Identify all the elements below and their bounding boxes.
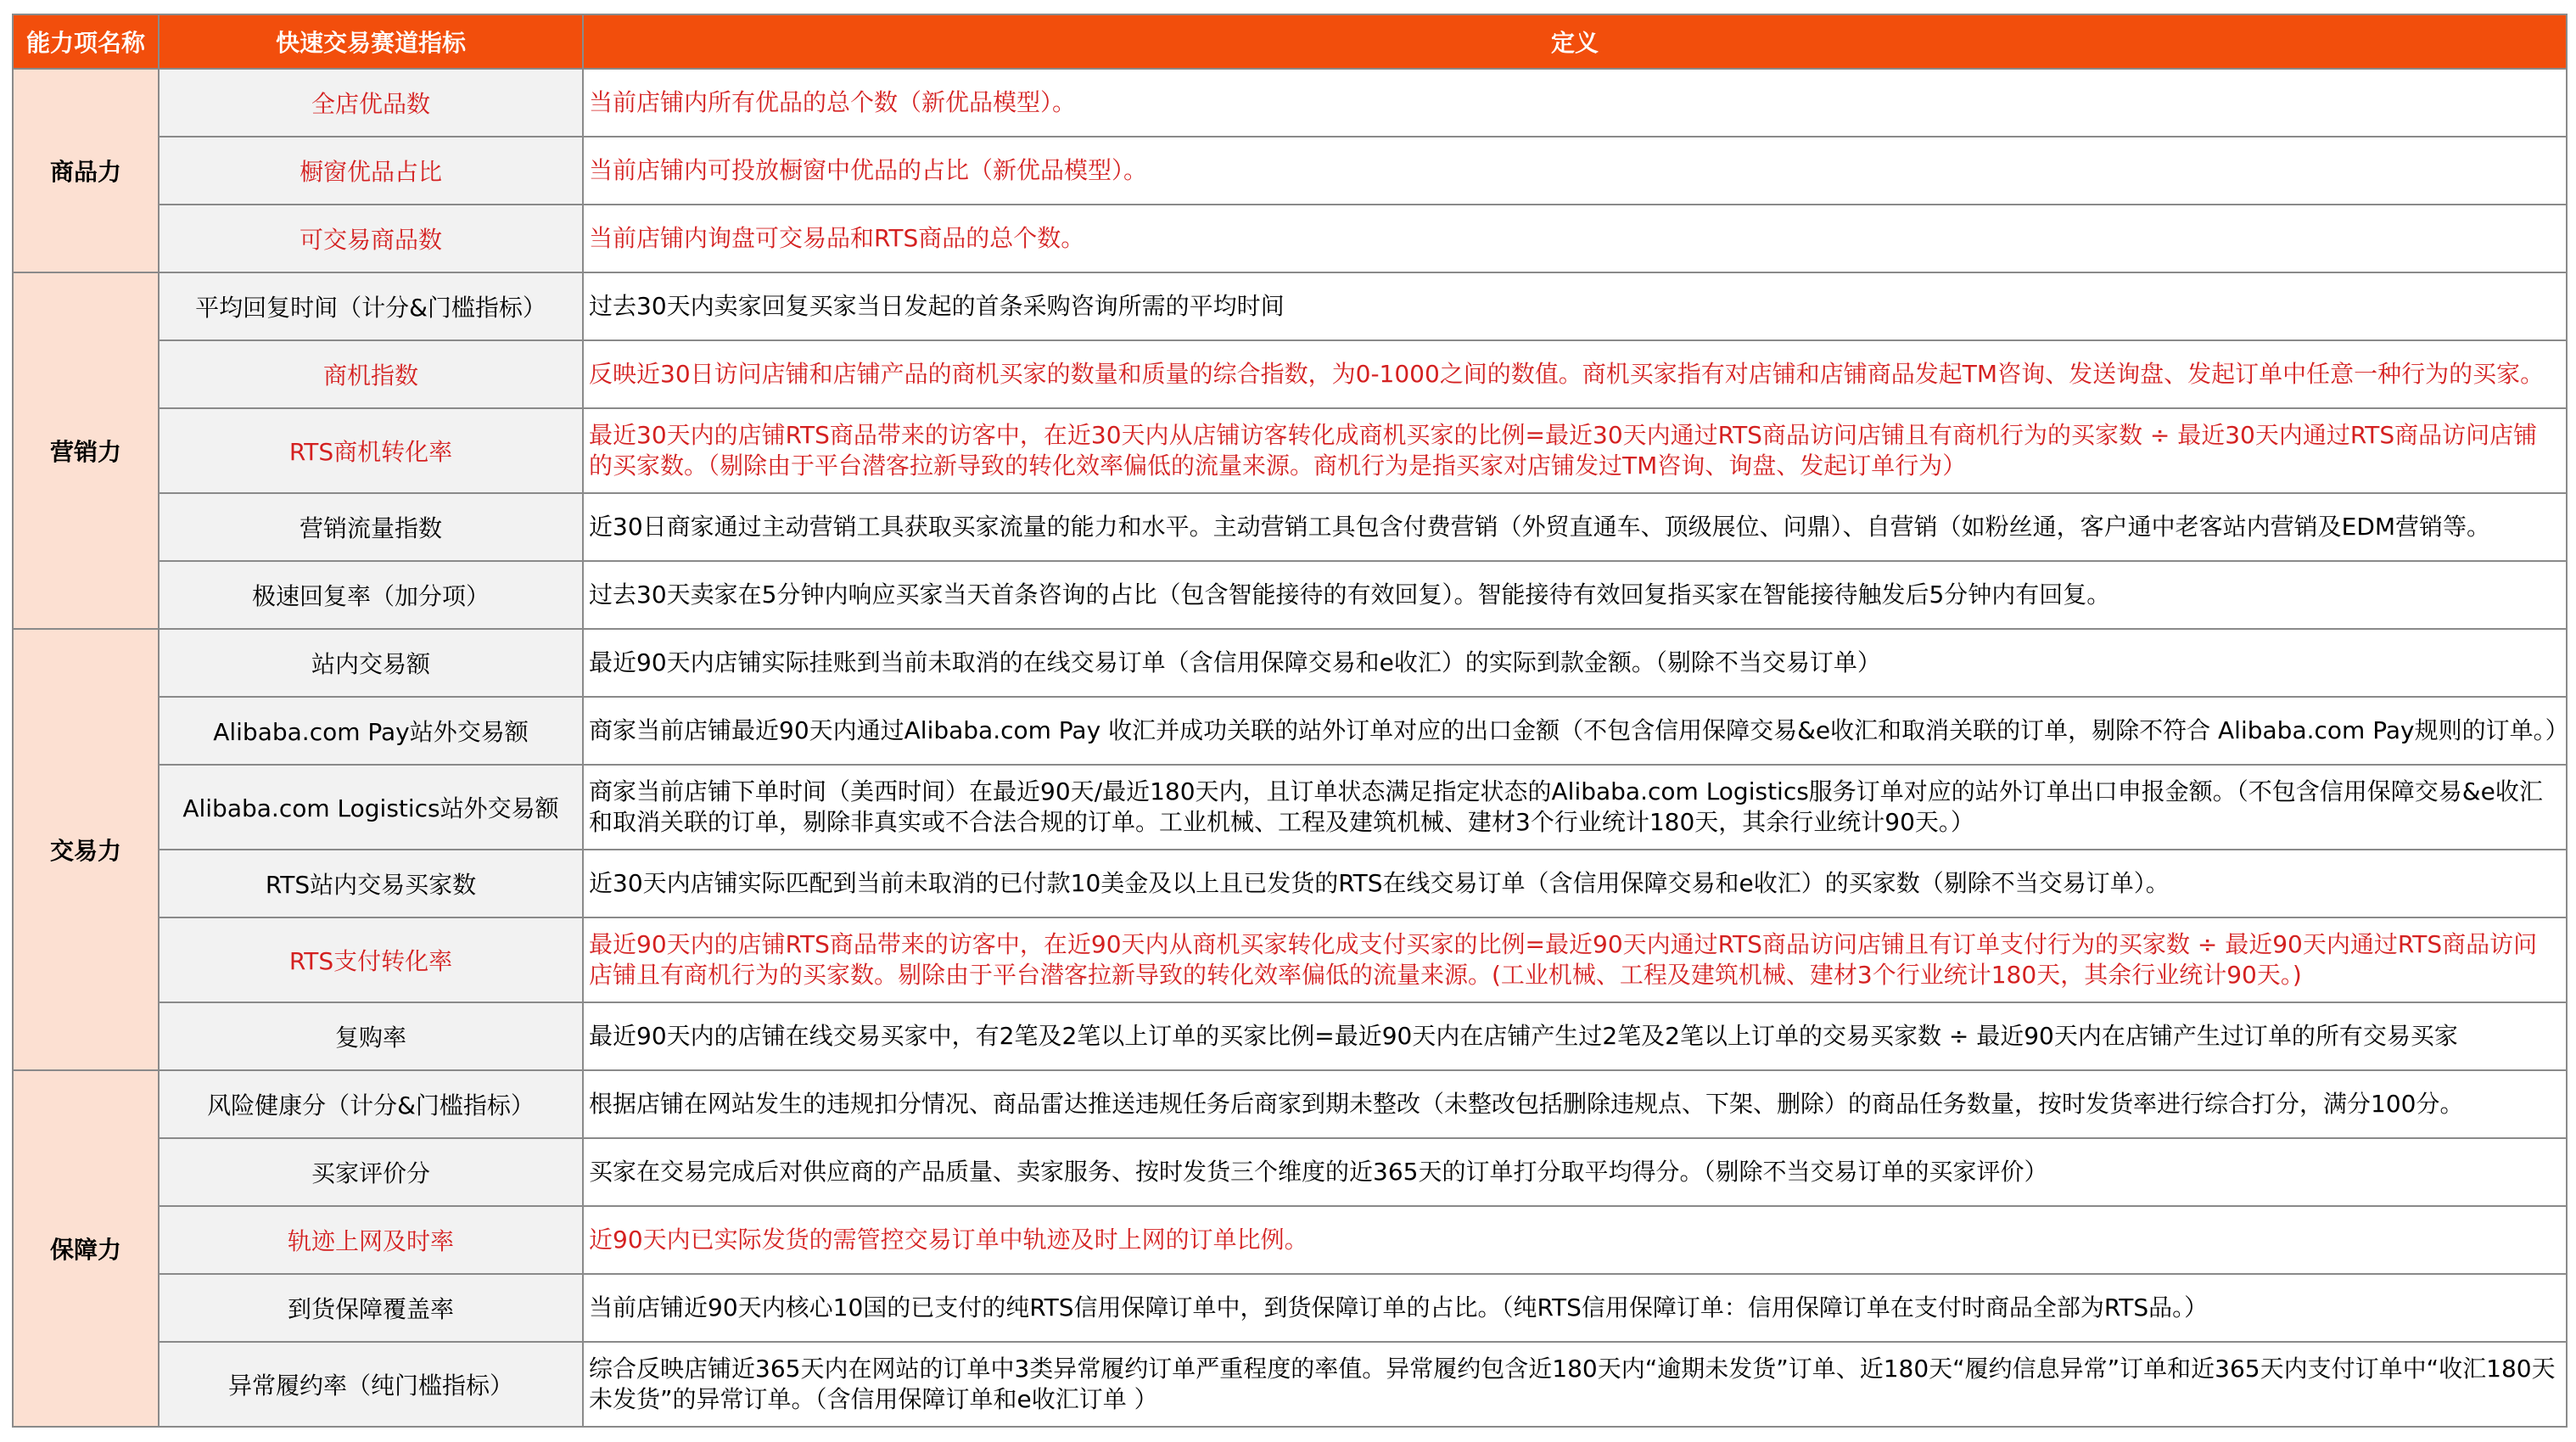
table-row	[13, 765, 2567, 850]
definition-cell: 过去30天卖家在5分钟内响应买家当天首条咨询的占比（包含智能接待的有效回复）。智能接待有效回复指买家在智能接待触发后5分钟内有回复。	[583, 561, 2567, 629]
category-cell: 交易力	[13, 629, 159, 1070]
definition-cell: 商家当前店铺下单时间（美西时间）在最近90天/最近180天内，且订单状态满足指定状态的Alibaba.com Logistics服务订单对应的站外订单出口申报金额。（不包含信用保障交易&e收汇和取消关联的订单，剔除非真实或不合法合规的订单。工业机械、工程及建筑机械、建材3个行业统计180天，其余行业统计90天。）	[583, 765, 2567, 850]
header-capability-name: 能力项名称	[13, 14, 159, 69]
table-row	[13, 850, 2567, 917]
definition-cell: 过去30天内卖家回复买家当日发起的首条采购咨询所需的平均时间	[583, 272, 2567, 340]
indicator-cell: 轨迹上网及时率	[159, 1206, 583, 1274]
indicator-cell: 橱窗优品占比	[159, 137, 583, 205]
indicator-cell: RTS支付转化率	[159, 917, 583, 1002]
table-row	[13, 1206, 2567, 1274]
table-row	[13, 272, 2567, 340]
table-row	[13, 137, 2567, 205]
definition-cell: 当前店铺近90天内核心10国的已支付的纯RTS信用保障订单中，到货保障订单的占比。（纯RTS信用保障订单：信用保障订单在支付时商品全部为RTS品。）	[583, 1274, 2567, 1342]
indicator-cell: 平均回复时间（计分&门槛指标）	[159, 272, 583, 340]
table-row	[13, 408, 2567, 493]
definition-cell: 最近90天内的店铺RTS商品带来的访客中，在近90天内从商机买家转化成支付买家的比例=最近90天内通过RTS商品访问店铺且有订单支付行为的买家数 ÷ 最近90天内通过RTS商品访问店铺且有商机行为的买家数。剔除由于平台潜客拉新导致的转化效率偏低的流量来源。(工业机械、工程及建筑机械、建材3个行业统计180天，其余行业统计90天。)	[583, 917, 2567, 1002]
definition-cell: 近30日商家通过主动营销工具获取买家流量的能力和水平。主动营销工具包含付费营销（外贸直通车、顶级展位、问鼎）、自营销（如粉丝通，客户通中老客站内营销及EDM营销等。	[583, 493, 2567, 561]
indicator-cell: 到货保障覆盖率	[159, 1274, 583, 1342]
indicator-cell: 全店优品数	[159, 69, 583, 137]
indicator-cell: 买家评价分	[159, 1138, 583, 1206]
category-cell: 商品力	[13, 69, 159, 272]
indicator-cell: 可交易商品数	[159, 205, 583, 272]
definition-cell: 当前店铺内询盘可交易品和RTS商品的总个数。	[583, 205, 2567, 272]
definition-cell: 最近90天内的店铺在线交易买家中，有2笔及2笔以上订单的买家比例=最近90天内在店铺产生过2笔及2笔以上订单的交易买家数 ÷ 最近90天内在店铺产生过订单的所有交易买家	[583, 1002, 2567, 1070]
table-row	[13, 1274, 2567, 1342]
table-row	[13, 205, 2567, 272]
indicator-cell: Alibaba.com Logistics站外交易额	[159, 765, 583, 850]
table-row	[13, 917, 2567, 1002]
indicator-cell: 商机指数	[159, 340, 583, 408]
category-cell: 保障力	[13, 1070, 159, 1427]
indicator-cell: 极速回复率（加分项）	[159, 561, 583, 629]
definition-cell: 反映近30日访问店铺和店铺产品的商机买家的数量和质量的综合指数，为0-1000之间的数值。商机买家指有对店铺和店铺商品发起TM咨询、发送询盘、发起订单中任意一种行为的买家。	[583, 340, 2567, 408]
indicator-cell: 异常履约率（纯门槛指标）	[159, 1342, 583, 1427]
definition-cell: 最近30天内的店铺RTS商品带来的访客中，在近30天内从店铺访客转化成商机买家的比例=最近30天内通过RTS商品访问店铺且有商机行为的买家数 ÷ 最近30天内通过RTS商品访问店铺的买家数。（剔除由于平台潜客拉新导致的转化效率偏低的流量来源。商机行为是指买家对店铺发过TM咨询、询盘、发起订单行为）	[583, 408, 2567, 493]
definition-cell: 根据店铺在网站发生的违规扣分情况、商品雷达推送违规任务后商家到期未整改（未整改包括删除违规点、下架、删除）的商品任务数量，按时发货率进行综合打分，满分100分。	[583, 1070, 2567, 1138]
definition-cell: 最近90天内店铺实际挂账到当前未取消的在线交易订单（含信用保障交易和e收汇）的实际到款金额。（剔除不当交易订单）	[583, 629, 2567, 697]
indicator-cell: 站内交易额	[159, 629, 583, 697]
table-row	[13, 1342, 2567, 1427]
table-row	[13, 493, 2567, 561]
definition-cell: 当前店铺内所有优品的总个数（新优品模型）。	[583, 69, 2567, 137]
table-row	[13, 697, 2567, 765]
definition-cell: 买家在交易完成后对供应商的产品质量、卖家服务、按时发货三个维度的近365天的订单打分取平均得分。（剔除不当交易订单的买家评价）	[583, 1138, 2567, 1206]
indicator-cell: RTS商机转化率	[159, 408, 583, 493]
definition-cell: 商家当前店铺最近90天内通过Alibaba.com Pay 收汇并成功关联的站外订单对应的出口金额（不包含信用保障交易&e收汇和取消关联的订单，剔除不符合 Alibaba.com Pay规则的订单。）	[583, 697, 2567, 765]
table-body	[13, 69, 2567, 1427]
table-row	[13, 69, 2567, 137]
indicator-cell: 风险健康分（计分&门槛指标）	[159, 1070, 583, 1138]
indicator-cell: Alibaba.com Pay站外交易额	[159, 697, 583, 765]
definition-cell: 当前店铺内可投放橱窗中优品的占比（新优品模型）。	[583, 137, 2567, 205]
header-row	[13, 14, 2567, 69]
table-row	[13, 561, 2567, 629]
table-row	[13, 340, 2567, 408]
table-row	[13, 1138, 2567, 1206]
indicator-table	[12, 14, 2568, 1428]
table-row	[13, 1070, 2567, 1138]
header-indicator: 快速交易赛道指标	[159, 14, 583, 69]
table-row	[13, 1002, 2567, 1070]
header-definition: 定义	[583, 14, 2567, 69]
indicator-cell: 复购率	[159, 1002, 583, 1070]
indicator-cell: RTS站内交易买家数	[159, 850, 583, 917]
category-cell: 营销力	[13, 272, 159, 629]
table-row	[13, 629, 2567, 697]
indicator-cell: 营销流量指数	[159, 493, 583, 561]
definition-cell: 近30天内店铺实际匹配到当前未取消的已付款10美金及以上且已发货的RTS在线交易订单（含信用保障交易和e收汇）的买家数（剔除不当交易订单）。	[583, 850, 2567, 917]
definition-cell: 综合反映店铺近365天内在网站的订单中3类异常履约订单严重程度的率值。异常履约包含近180天内“逾期未发货”订单、近180天“履约信息异常”订单和近365天内支付订单中“收汇180天未发货”的异常订单。（含信用保障订单和e收汇订单 ）	[583, 1342, 2567, 1427]
definition-cell: 近90天内已实际发货的需管控交易订单中轨迹及时上网的订单比例。	[583, 1206, 2567, 1274]
